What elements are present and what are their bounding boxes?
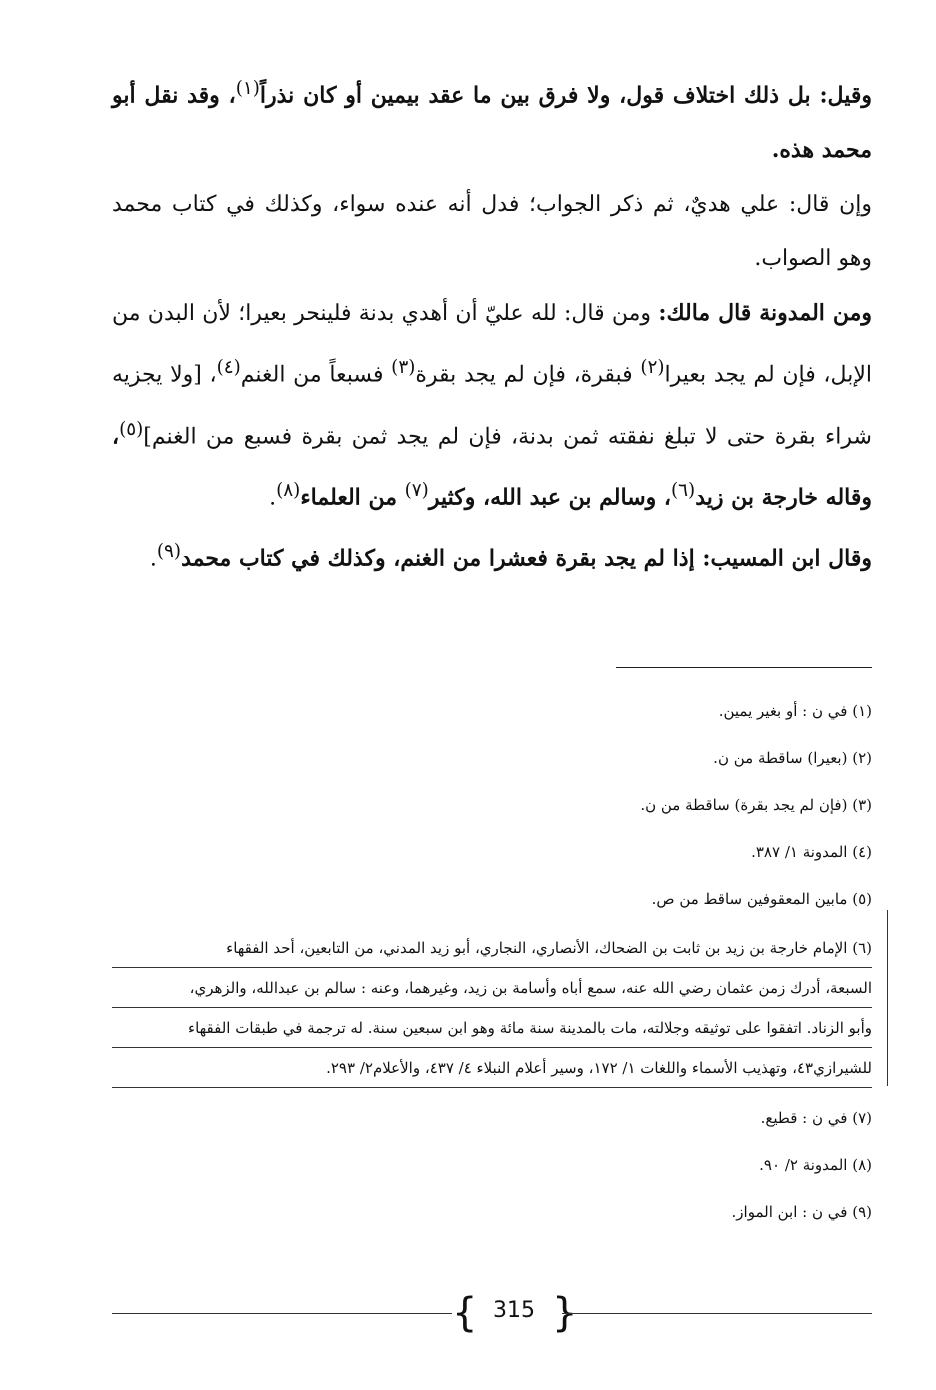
- footnote-6-line-1: (٦) الإمام خارجة بن زيد بن ثابت بن الضحاك، الأنصاري، النجاري، أبو زيد المدني، من التابعين، أحد الفقهاء: [112, 931, 872, 968]
- footnote-8: (٨) المدونة ٢/ ٩٠.: [759, 1156, 872, 1174]
- p3-t8: .: [269, 485, 277, 511]
- p1-tail: ، وقد نقل أبو محمد هذه.: [112, 82, 872, 164]
- footnote-3: (٣) (فإن لم يجد بقرة) ساقطة من ن.: [640, 796, 872, 814]
- footnote-6-line-4: للشيرازي٤٣، وتهذيب الأسماء واللغات ١/ ١٧٢، وسير أعلام النبلاء ٤/ ٤٣٧، والأعلام٢/ ٢٩٣.: [112, 1051, 872, 1088]
- margin-mark: [887, 910, 888, 1086]
- p4-lead: وقال ابن المسيب: إذا لم يجد بقرة فعشرا من الغنم، وكذلك في كتاب محمد: [181, 545, 872, 572]
- p3-lead: ومن المدونة قال مالك:: [658, 300, 872, 327]
- footer-rule-right: [562, 1313, 872, 1314]
- footnote-ref-3: (٣): [391, 357, 416, 379]
- page-footer: [112, 1290, 872, 1340]
- footnotes: [112, 688, 872, 1236]
- page-number: 315: [493, 1298, 535, 1323]
- p3-t1: ومن قال: لله عليّ أن أهدي بدنة فلينحر بعيرا؛ لأن البدن من الإبل، فإن لم يجد بعيرا: [112, 301, 872, 388]
- p3-t2: فبقرة، فإن لم يجد بقرة: [415, 362, 641, 388]
- brace-left-icon: {: [452, 1290, 478, 1336]
- footnote-ref-2: (٢): [640, 357, 665, 379]
- footnote-2: (٢) (بعيرا) ساقطة من ن.: [713, 749, 872, 767]
- p3-t5: ، وقاله خارجة بن زيد: [112, 422, 872, 511]
- paragraph-3: [112, 286, 872, 525]
- paragraph-4: [112, 525, 872, 586]
- footnote-6: [112, 923, 872, 1095]
- footnote-6-line-3: وأبو الزناد. اتفقوا على توثيقه وجلالته، مات بالمدينة سنة مائة وهو ابن سبعين سنة. له ترجمة في طبقات الفقهاء: [112, 1011, 872, 1048]
- footnote-ref-4: (٤): [216, 357, 241, 379]
- footnote-ref-8: (٨): [276, 479, 301, 501]
- p3-t3: فسبعاً من الغنم: [240, 362, 392, 388]
- footnote-ref-1: (١): [235, 78, 260, 99]
- footnote-9: (٩) في ن : ابن المواز.: [731, 1203, 872, 1221]
- footer-rule-left: [112, 1313, 452, 1314]
- footnote-separator: [616, 667, 872, 668]
- footnote-ref-7: (٧): [404, 479, 429, 501]
- p3-t4: ، [ولا يجزيه شراء بقرة حتى لا تبلغ نفقته ثمن بدنة، فإن لم يجد ثمن بقرة فسبع من الغنم]: [112, 362, 872, 449]
- footnote-7: (٧) في ن : قطيع.: [760, 1109, 872, 1127]
- p1-lead: وقيل: بل ذلك اختلاف قول، ولا فرق بين ما عقد بيمين أو كان نذراً: [259, 82, 873, 109]
- p3-t6: ، وسالم بن عبد الله، وكثير: [428, 484, 672, 511]
- p4-tail: .: [149, 546, 157, 572]
- paragraph-1: [112, 62, 872, 178]
- footnote-ref-9: (٩): [156, 541, 182, 563]
- paragraph-2: [112, 178, 872, 286]
- p2-lead: وإن قال: علي هديٌ، ثم ذكر الجواب؛ فدل أنه عنده سواء، وكذلك في كتاب محمد وهو الصواب.: [112, 192, 872, 272]
- brace-right-icon: }: [552, 1290, 578, 1336]
- footnote-5: (٥) مابين المعقوفين ساقط من ص.: [651, 890, 872, 908]
- footnote-1: (١) في ن : أو بغير يمين.: [718, 702, 872, 720]
- footnote-ref-5: (٥): [119, 418, 144, 440]
- main-text: [112, 62, 872, 587]
- footnote-4: (٤) المدونة ١/ ٣٨٧.: [751, 843, 872, 861]
- footnote-ref-6: (٦): [671, 479, 696, 501]
- p3-t7: من العلماء: [300, 484, 405, 511]
- footnote-6-line-2: السبعة، أدرك زمن عثمان رضي الله عنه، سمع أباه وأسامة بن زيد، وغيرهما، وعنه : سالم بن عبدالله، والزهري،: [112, 971, 872, 1008]
